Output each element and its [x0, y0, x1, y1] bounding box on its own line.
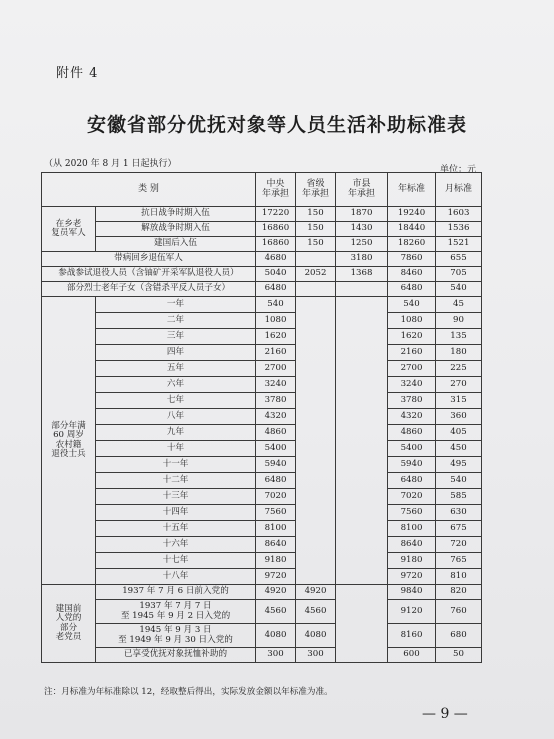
row-label: 解放战争时期入伍: [96, 222, 256, 237]
effective-date: （从 2020 年 8 月 1 日起执行）: [44, 159, 177, 169]
annual-value: 5940: [388, 457, 436, 473]
row-label: 二年: [96, 313, 256, 329]
row-label: 1945 年 9 月 3 日 至 1949 年 9 月 30 日入党的: [96, 624, 256, 648]
county-value: [336, 282, 388, 297]
annual-value: 19240: [388, 207, 436, 222]
annual-value: 540: [388, 297, 436, 313]
table-row: [42, 252, 482, 267]
province-value: 150: [296, 207, 336, 222]
annual-value: 600: [388, 648, 436, 663]
county-blank: [336, 585, 388, 663]
table-row: [42, 624, 482, 648]
monthly-value: 630: [436, 505, 482, 521]
monthly-value: 540: [436, 473, 482, 489]
central-value: 2160: [256, 345, 296, 361]
row-label: 三年: [96, 329, 256, 345]
central-value: 6480: [256, 282, 296, 297]
central-value: 1620: [256, 329, 296, 345]
table-row: [42, 457, 482, 473]
monthly-value: 585: [436, 489, 482, 505]
attachment-label: 附件 4: [56, 66, 99, 81]
province-value: 150: [296, 237, 336, 252]
table-row: [42, 173, 482, 207]
central-value: 3240: [256, 377, 296, 393]
header-county: 市县 年承担: [336, 173, 388, 207]
province-blank: [296, 297, 336, 585]
county-value: 3180: [336, 252, 388, 267]
province-value: 4080: [296, 624, 336, 648]
central-value: 5400: [256, 441, 296, 457]
row-label: 十七年: [96, 553, 256, 569]
table-row: [42, 329, 482, 345]
county-value: 1250: [336, 237, 388, 252]
table-row: [42, 505, 482, 521]
central-value: 4680: [256, 252, 296, 267]
header-province: 省级 年承担: [296, 173, 336, 207]
annual-value: 9120: [388, 600, 436, 624]
table-row: [42, 222, 482, 237]
central-value: 4320: [256, 409, 296, 425]
table-row: [42, 393, 482, 409]
monthly-value: 540: [436, 282, 482, 297]
central-value: 540: [256, 297, 296, 313]
central-value: 7020: [256, 489, 296, 505]
county-blank: [336, 297, 388, 585]
row-label: 十三年: [96, 489, 256, 505]
header-annual: 年标准: [388, 173, 436, 207]
header-category: 类 别: [42, 173, 256, 207]
annual-value: 8640: [388, 537, 436, 553]
monthly-value: 1536: [436, 222, 482, 237]
province-value: 150: [296, 222, 336, 237]
row-label: 十四年: [96, 505, 256, 521]
row-label: 1937 年 7 月 6 日前入党的: [96, 585, 256, 600]
table-row: [42, 648, 482, 663]
row-label: 已享受优抚对象抚恤补助的: [96, 648, 256, 663]
monthly-value: 495: [436, 457, 482, 473]
central-value: 300: [256, 648, 296, 663]
table-row: [42, 267, 482, 282]
row-label: 参战参试退役人员（含铀矿开采军队退役人员）: [42, 267, 256, 282]
annual-value: 18440: [388, 222, 436, 237]
annual-value: 2160: [388, 345, 436, 361]
annual-value: 1080: [388, 313, 436, 329]
central-value: 4920: [256, 585, 296, 600]
row-label: 五年: [96, 361, 256, 377]
row-label: 1937 年 7 月 7 日 至 1945 年 9 月 2 日入党的: [96, 600, 256, 624]
province-value: [296, 252, 336, 267]
monthly-value: 45: [436, 297, 482, 313]
document-title: 安徽省部分优抚对象等人员生活补助标准表: [86, 114, 467, 136]
table-row: [42, 553, 482, 569]
central-value: 8640: [256, 537, 296, 553]
annual-value: 7020: [388, 489, 436, 505]
annual-value: 4320: [388, 409, 436, 425]
province-value: 2052: [296, 267, 336, 282]
row-label: 带病回乡退伍军人: [42, 252, 256, 267]
table-row: [42, 425, 482, 441]
province-value: 300: [296, 648, 336, 663]
monthly-value: 180: [436, 345, 482, 361]
monthly-value: 360: [436, 409, 482, 425]
veterans-group-label: 在乡老 复员军人: [42, 207, 96, 252]
annual-value: 4860: [388, 425, 436, 441]
monthly-value: 760: [436, 600, 482, 624]
header-central: 中央 年承担: [256, 173, 296, 207]
monthly-value: 820: [436, 585, 482, 600]
annual-value: 9180: [388, 553, 436, 569]
annual-value: 1620: [388, 329, 436, 345]
monthly-value: 720: [436, 537, 482, 553]
table-row: [42, 377, 482, 393]
central-value: 4860: [256, 425, 296, 441]
annual-value: 7860: [388, 252, 436, 267]
unit-label: 单位：元: [440, 165, 477, 175]
central-value: 8100: [256, 521, 296, 537]
monthly-value: 675: [436, 521, 482, 537]
party-members-group-label: 建国前 人党的 部分 老党员: [42, 585, 96, 663]
table-row: [42, 297, 482, 313]
header-monthly: 月标准: [436, 173, 482, 207]
monthly-value: 50: [436, 648, 482, 663]
footnote: 注：月标准为年标准除以 12，经取整后得出，实际发放金额以年标准为准。: [44, 687, 333, 697]
row-label: 一年: [96, 297, 256, 313]
annual-value: 2700: [388, 361, 436, 377]
central-value: 16860: [256, 237, 296, 252]
row-label: 九年: [96, 425, 256, 441]
central-value: 4080: [256, 624, 296, 648]
rural-soldiers-group-label: 部分年满 60 周岁 农村籍 退役士兵: [42, 297, 96, 585]
central-value: 6480: [256, 473, 296, 489]
table-row: [42, 409, 482, 425]
row-label: 六年: [96, 377, 256, 393]
page-number: — 9 —: [422, 706, 468, 722]
central-value: 9180: [256, 553, 296, 569]
annual-value: 3240: [388, 377, 436, 393]
central-value: 5940: [256, 457, 296, 473]
monthly-value: 705: [436, 267, 482, 282]
annual-value: 6480: [388, 473, 436, 489]
monthly-value: 680: [436, 624, 482, 648]
table-row: [42, 441, 482, 457]
county-value: 1870: [336, 207, 388, 222]
county-value: 1430: [336, 222, 388, 237]
table-row: [42, 313, 482, 329]
table-row: [42, 537, 482, 553]
table-row: [42, 345, 482, 361]
row-label: 十八年: [96, 569, 256, 585]
annual-value: 8160: [388, 624, 436, 648]
monthly-value: 405: [436, 425, 482, 441]
central-value: 16860: [256, 222, 296, 237]
annual-value: 8460: [388, 267, 436, 282]
annual-value: 9720: [388, 569, 436, 585]
monthly-value: 90: [436, 313, 482, 329]
monthly-value: 810: [436, 569, 482, 585]
row-label: 建国后入伍: [96, 237, 256, 252]
annual-value: 7560: [388, 505, 436, 521]
row-label: 抗日战争时期入伍: [96, 207, 256, 222]
central-value: 9720: [256, 569, 296, 585]
annual-value: 3780: [388, 393, 436, 409]
monthly-value: 765: [436, 553, 482, 569]
annual-value: 18260: [388, 237, 436, 252]
annual-value: 5400: [388, 441, 436, 457]
table-row: [42, 585, 482, 600]
annual-value: 8100: [388, 521, 436, 537]
central-value: 17220: [256, 207, 296, 222]
table-row: [42, 237, 482, 252]
central-value: 1080: [256, 313, 296, 329]
monthly-value: 655: [436, 252, 482, 267]
table-row: [42, 282, 482, 297]
province-value: 4920: [296, 585, 336, 600]
table-row: [42, 473, 482, 489]
row-label: 八年: [96, 409, 256, 425]
monthly-value: 450: [436, 441, 482, 457]
monthly-value: 270: [436, 377, 482, 393]
table-row: [42, 600, 482, 624]
annual-value: 6480: [388, 282, 436, 297]
table-row: [42, 489, 482, 505]
central-value: 7560: [256, 505, 296, 521]
subsidy-standard-table: [41, 172, 482, 663]
annual-value: 9840: [388, 585, 436, 600]
table-row: [42, 521, 482, 537]
central-value: 2700: [256, 361, 296, 377]
province-value: 4560: [296, 600, 336, 624]
row-label: 七年: [96, 393, 256, 409]
monthly-value: 315: [436, 393, 482, 409]
row-label: 十年: [96, 441, 256, 457]
table-row: [42, 569, 482, 585]
central-value: 4560: [256, 600, 296, 624]
monthly-value: 135: [436, 329, 482, 345]
monthly-value: 1521: [436, 237, 482, 252]
central-value: 5040: [256, 267, 296, 282]
row-label: 十二年: [96, 473, 256, 489]
province-value: [296, 282, 336, 297]
monthly-value: 1603: [436, 207, 482, 222]
row-label: 十一年: [96, 457, 256, 473]
row-label: 十五年: [96, 521, 256, 537]
table-row: [42, 207, 482, 222]
row-label: 十六年: [96, 537, 256, 553]
monthly-value: 225: [436, 361, 482, 377]
county-value: 1368: [336, 267, 388, 282]
row-label: 部分烈士老年子女（含错杀平反人员子女）: [42, 282, 256, 297]
table-row: [42, 361, 482, 377]
row-label: 四年: [96, 345, 256, 361]
central-value: 3780: [256, 393, 296, 409]
